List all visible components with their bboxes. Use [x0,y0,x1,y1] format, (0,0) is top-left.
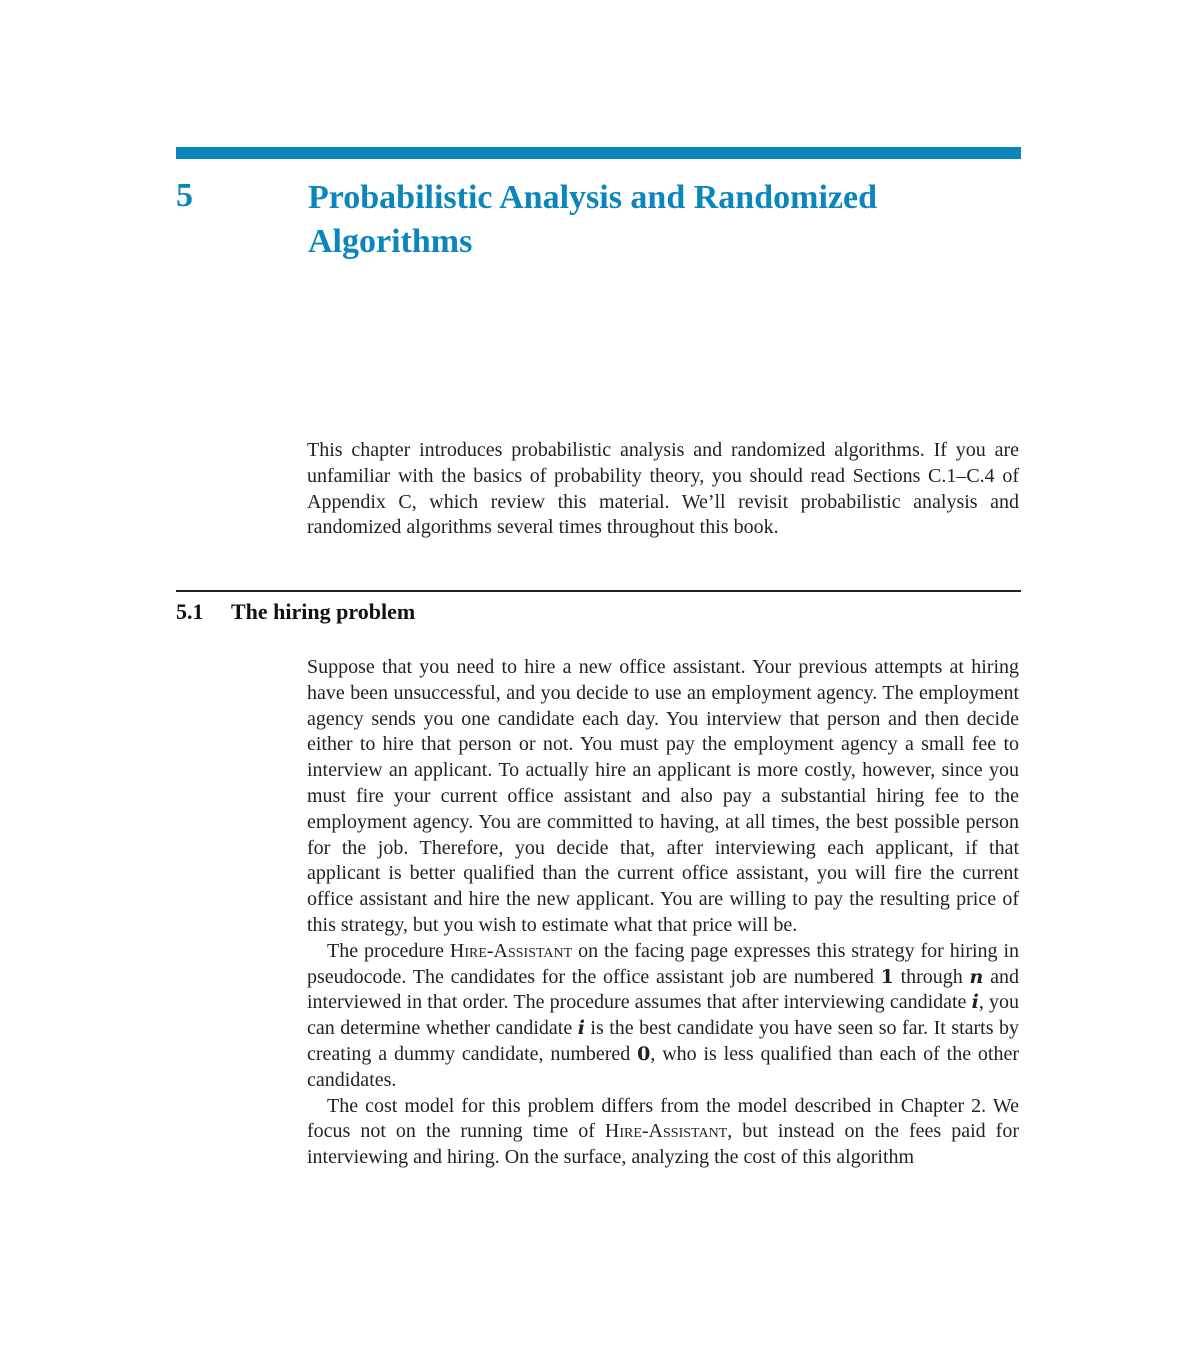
paragraph-text: The cost model for this problem differs from the model described in Chapter 2. We focus not on the running time of [307,1094,1019,1143]
paragraph-text: is the best candidate you have seen so far. It starts by creating a dummy candidate, numbered [307,1017,1019,1065]
paragraph-text: , you can determine whether candidate [307,991,1019,1040]
chapter-number: 5 [176,177,193,214]
math-number: 0 [637,1042,651,1065]
paragraph-text: , but instead on the fees paid for interviewing and hiring. On the surface, analyzing the cost of this algorithm [307,1120,1019,1169]
math-variable: i [971,991,979,1014]
math-number: 1 [880,965,894,988]
paragraph-text: , who is less qualified than each of the other candidates. [307,1042,1019,1091]
procedure-name: Hire-Assistant [604,1120,728,1143]
chapter-header-rule [176,147,1021,159]
paragraph-text: and interviewed in that order. The procedure assumes that after interviewing candidate [307,965,1019,1014]
paragraph-text: on the facing page expresses this strategy for hiring in pseudocode. The candidates for the office assistant job are numbered [307,939,1019,988]
procedure-name: Hire-Assistant [449,939,573,962]
paragraph-text: through [893,965,970,988]
chapter-intro-paragraph: This chapter introduces probabilistic analysis and randomized algorithms. If you are unfamiliar with the basics of probability theory, you should read Sections C.1–C.4 of Appendix C, which review this material. We’ll revisit probabilistic analysis and randomized algorithms several times throughout this book. [307,439,1019,539]
body-paragraph-2 [307,939,1019,1094]
section-number: 5.1 [176,599,204,624]
math-variable: n [969,965,984,988]
section-divider [176,590,1021,592]
math-variable: i [577,1017,585,1040]
body-paragraph-3 [307,1094,1019,1171]
section-title: The hiring problem [231,599,416,624]
chapter-title: Probabilistic Analysis and Randomized Algorithms [308,179,877,260]
paragraph-text: The procedure [327,939,450,962]
body-paragraph-1: Suppose that you need to hire a new office assistant. Your previous attempts at hiring have been unsuccessful, and you decide to use an employment agency. The employment agency sends you one candidate each day. You interview that person and then decide either to hire that person or not. You must pay the employment agency a small fee to interview an applicant. To actually hire an applicant is more costly, however, since you must fire your current office assistant and also pay a substantial hiring fee to the employment agency. You are committed to having, at all times, the best possible person for the job. Therefore, you decide that, after interviewing each applicant, if that applicant is better qualified than the current office assistant, you will fire the current office assistant and hire the new applicant. You are willing to pay the resulting price of this strategy, but you wish to estimate what that price will be. [307,656,1019,936]
section-body [307,655,1019,1171]
